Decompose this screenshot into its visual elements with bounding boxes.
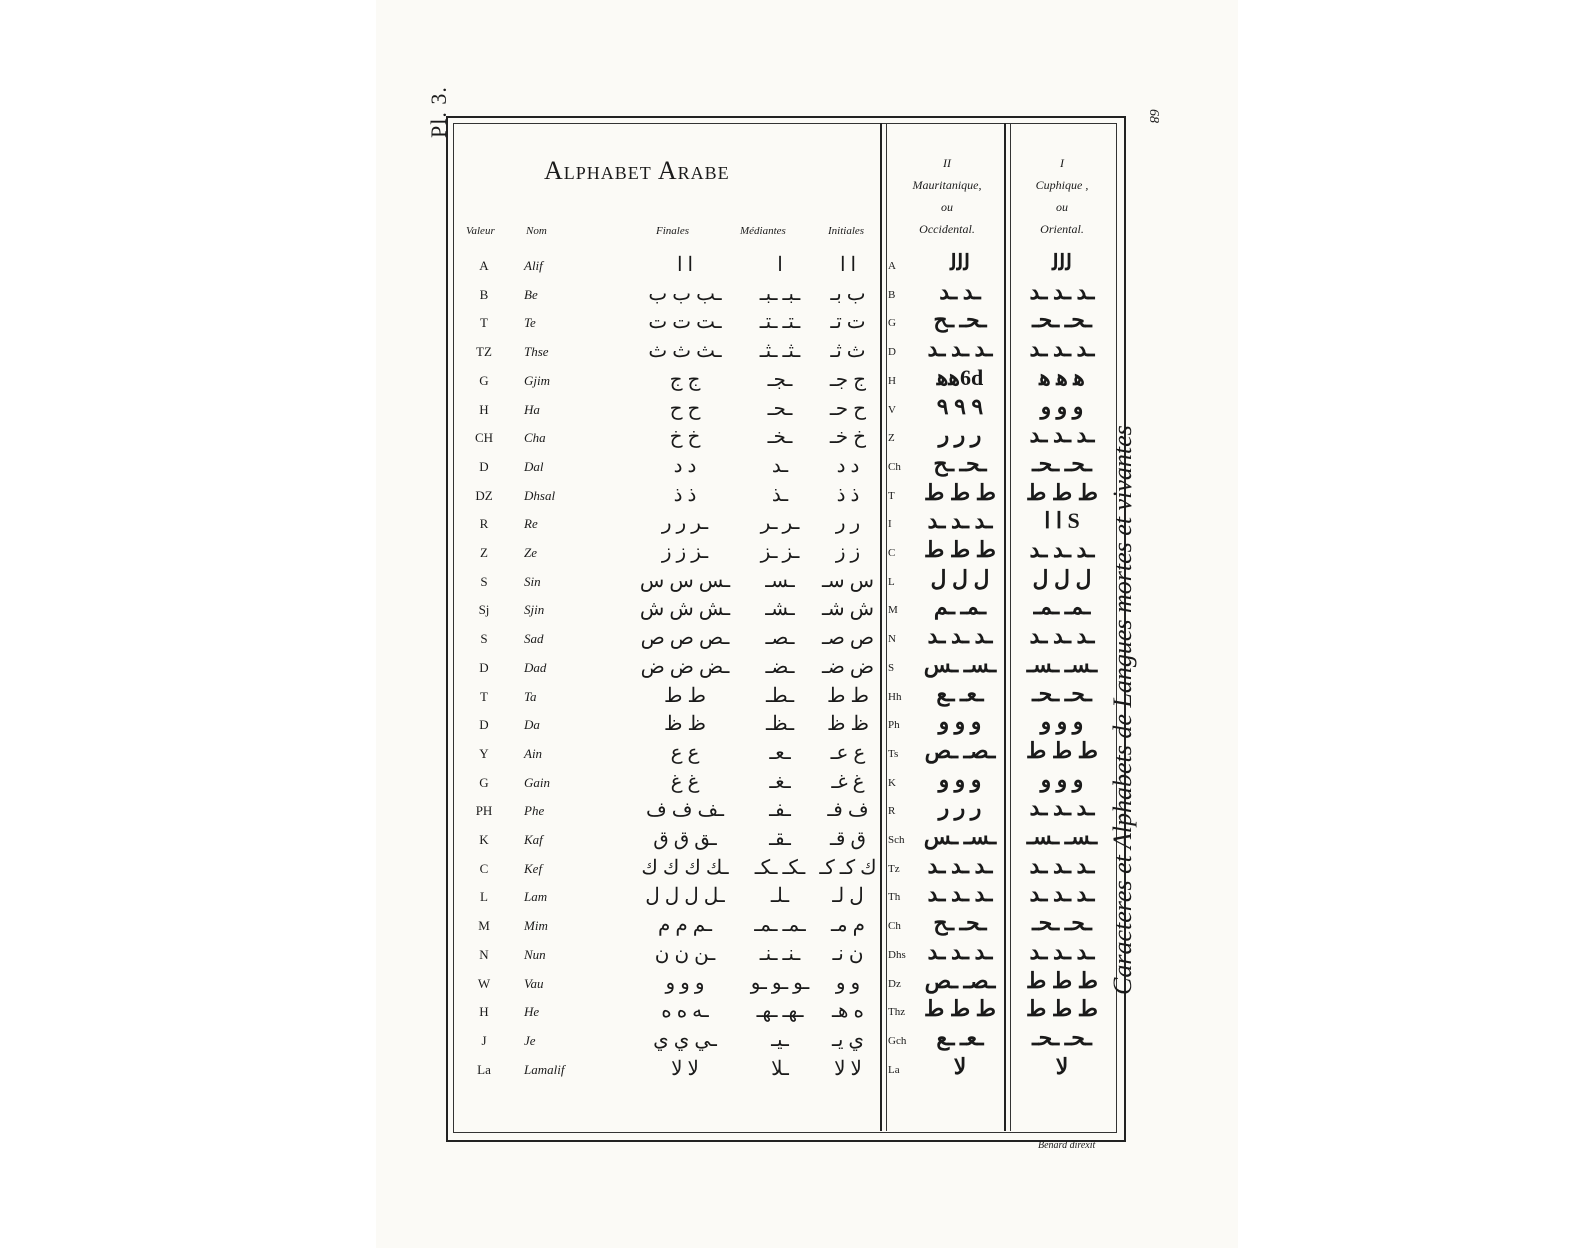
table-row	[454, 883, 1114, 912]
row-nom: Dal	[524, 458, 544, 474]
row-mauritanique-value: V	[888, 403, 896, 416]
row-nom: Phe	[524, 803, 545, 819]
row-mauritanique-glyphs: ﻭ ﻭ ﻭ	[938, 766, 982, 792]
table-row	[454, 252, 1114, 281]
row-nom: Dhsal	[524, 487, 556, 503]
row-cuphique-glyphs: ط ط ط	[1025, 967, 1099, 993]
row-mauritanique-glyphs: ـحـ ـح	[933, 910, 987, 936]
row-mauritanique-value: R	[888, 805, 896, 818]
row-nom: Cha	[524, 430, 546, 446]
row-finales: ا ا	[676, 254, 694, 276]
row-medianes: ـسـ	[765, 569, 795, 592]
row-mauritanique-glyphs: ط ط ط	[923, 996, 997, 1022]
row-mauritanique-glyphs: ط ط ط	[923, 479, 997, 505]
row-mauritanique-glyphs: ط ط ط	[923, 537, 997, 562]
row-cuphique-glyphs: ـد ـد ـد	[1029, 336, 1095, 362]
row-finales: لا لا	[671, 1057, 699, 1080]
table-row	[454, 766, 1114, 798]
row-valeur: Y	[479, 745, 489, 761]
row-mauritanique-glyphs: ل ل ل	[930, 565, 990, 591]
row-medianes: ـثـ ـثـ	[759, 340, 801, 363]
row-nom: Kaf	[524, 832, 543, 847]
row-initiales: ز ز	[835, 541, 861, 563]
row-cuphique-glyphs: ﻟﻟﻟ	[1051, 250, 1073, 275]
row-valeur: W	[477, 975, 491, 991]
row-nom: Vau	[524, 975, 544, 991]
row-initiales: ي يـ	[831, 1028, 865, 1051]
row-mauritanique-value: L	[888, 575, 895, 588]
row-mauritanique-glyphs: ﻭ ﻭ ﻭ	[938, 709, 982, 735]
table-row	[454, 278, 1114, 310]
table-row	[454, 912, 1114, 941]
row-mauritanique-glyphs: ٩ ٩ ٩	[936, 393, 984, 419]
row-initiales: ن نـ	[832, 942, 864, 965]
row-initiales: ط ط	[827, 684, 869, 707]
row-initiales: ث ثـ	[830, 340, 866, 363]
row-initiales: ر ر	[835, 512, 861, 535]
row-nom: Lam	[524, 889, 548, 905]
row-medianes: ـمـ ـمـ	[754, 914, 806, 937]
header-medianes: Médiantes	[740, 225, 786, 237]
row-finales: ـن ن ن	[654, 942, 716, 965]
row-mauritanique-value: Z	[888, 432, 895, 445]
header-cuphique-or: ou	[1056, 200, 1068, 214]
row-nom: Re	[524, 516, 538, 532]
row-cuphique-glyphs: لا	[1055, 1053, 1069, 1079]
table-row	[454, 539, 1114, 568]
row-mauritanique-glyphs: 6dﻫﻫ	[936, 364, 984, 390]
row-finales: غ غ	[670, 770, 700, 793]
table-row	[454, 967, 1114, 999]
row-initiales: ذ ذ	[836, 483, 860, 506]
row-initiales: لا لا	[834, 1057, 862, 1080]
table-row	[454, 364, 1114, 396]
row-nom: Ta	[524, 688, 537, 704]
row-mauritanique-value: Hh	[888, 690, 902, 703]
row-initiales: س سـ	[821, 569, 875, 592]
row-initiales: ف فـ	[827, 799, 869, 822]
row-nom: Gjim	[524, 372, 550, 388]
table-row	[454, 938, 1114, 970]
row-cuphique-glyphs: ل ل ل	[1032, 565, 1092, 591]
row-medianes: ـظـ	[765, 713, 795, 736]
row-cuphique-glyphs: ـحـ ـحـ	[1032, 910, 1092, 936]
table-row	[454, 450, 1114, 482]
row-cuphique-glyphs: ـد ـد ـد	[1029, 881, 1095, 907]
row-initiales: ك كـ كـ	[819, 856, 877, 879]
row-initiales: ص صـ	[821, 627, 875, 650]
row-nom: Lamalif	[524, 1061, 565, 1077]
row-initiales: د د	[836, 454, 860, 477]
row-mauritanique-value: Ch	[888, 920, 901, 933]
row-finales: ـص ص ص	[640, 627, 730, 650]
table-row	[454, 596, 1114, 625]
row-medianes: ـر ـر	[760, 512, 800, 535]
row-cuphique-glyphs: ـد ـد ـد	[1029, 623, 1095, 649]
row-initiales: ج جـ	[829, 368, 867, 391]
row-initiales: و و	[835, 971, 861, 994]
row-finales: و و و	[665, 971, 705, 994]
engraver-signature: Benard direxit	[1038, 1140, 1096, 1151]
row-mauritanique-value: Th	[888, 891, 901, 904]
row-cuphique-glyphs: ط ط ط	[1025, 996, 1099, 1022]
row-valeur: CH	[474, 430, 494, 446]
plate-number: Pl. 3.	[426, 86, 451, 138]
header-mauritanique-numeral: II	[943, 156, 951, 170]
table-row	[454, 625, 1114, 654]
row-mauritanique-glyphs: ﻟﻟﻟ	[949, 250, 971, 275]
header-cuphique-numeral: I	[1060, 156, 1064, 170]
row-cuphique-glyphs: ـسـ ـسـ	[1026, 824, 1098, 849]
row-nom: Ze	[524, 545, 537, 560]
row-finales: ـش ش ش	[639, 598, 731, 621]
row-finales: ـث ث ث	[648, 340, 722, 363]
row-mauritanique-value: Ts	[888, 747, 899, 760]
row-nom: Sad	[524, 631, 544, 647]
row-mauritanique-value: Tz	[888, 862, 900, 875]
row-valeur: H	[479, 1004, 489, 1020]
row-medianes: ـفـ	[769, 799, 791, 822]
row-mauritanique-glyphs: ـحـ ـح	[933, 450, 987, 476]
row-cuphique-glyphs: ـسـ ـسـ	[1026, 651, 1098, 677]
row-finales: ـز ز ز	[661, 541, 709, 563]
header-cuphique-alt: Oriental.	[1040, 222, 1084, 236]
row-initiales: ش شـ	[821, 598, 875, 621]
row-medianes: ا	[777, 254, 783, 276]
row-finales: ـم م م	[658, 914, 712, 937]
page-number: 68	[1146, 109, 1161, 123]
row-medianes: ـعـ	[769, 741, 791, 764]
row-valeur: A	[479, 258, 489, 273]
header-cuphique-name: Cuphique ,	[1035, 178, 1089, 192]
row-mauritanique-value: Dhs	[888, 948, 906, 961]
table-row	[454, 1053, 1114, 1085]
row-mauritanique-glyphs: ـد ـد ـد	[927, 508, 993, 534]
row-finales: ـت ت ت	[648, 311, 722, 334]
row-medianes: ـخـ	[767, 426, 793, 449]
row-mauritanique-glyphs: ـد ـد ـد	[927, 852, 993, 878]
row-cuphique-glyphs: ـد ـد ـد	[1029, 852, 1095, 878]
row-mauritanique-glyphs: ر ر ر	[938, 795, 982, 821]
header-valeur: Valeur	[466, 225, 495, 237]
row-mauritanique-value: Sch	[888, 834, 905, 846]
row-nom: Thse	[524, 344, 549, 360]
row-mauritanique-value: A	[888, 260, 896, 272]
row-nom: Ha	[524, 401, 540, 417]
row-medianes: ـد	[771, 454, 789, 477]
row-mauritanique-value: T	[888, 489, 895, 502]
row-mauritanique-glyphs: ـسـ ـس	[923, 824, 997, 849]
header-finales: Finales	[656, 225, 689, 237]
row-valeur: PH	[475, 803, 493, 819]
row-initiales: ع عـ	[830, 741, 866, 764]
row-valeur: C	[479, 860, 489, 876]
row-mauritanique-value: Gch	[888, 1034, 907, 1047]
row-valeur: TZ	[476, 344, 492, 360]
row-nom: Te	[524, 315, 536, 331]
row-valeur: H	[479, 401, 489, 417]
row-cuphique-glyphs: ـد ـد ـد	[1029, 795, 1095, 821]
row-medianes: ـو ـو ـو	[750, 971, 810, 994]
side-title: Caracteres et Alphabets de Langues mortes et vivantes	[1108, 425, 1137, 995]
row-valeur: D	[479, 717, 489, 733]
row-medianes: ـطـ	[765, 684, 795, 707]
row-medianes: ـذ	[771, 483, 789, 506]
row-finales: ـه ه ه	[661, 1000, 709, 1023]
header-mauritanique	[890, 152, 1004, 240]
row-valeur: M	[478, 918, 490, 934]
row-finales: ـر ر ر	[661, 512, 709, 535]
row-initiales: خ خـ	[829, 426, 867, 449]
row-medianes: ـهـ ـهـ	[756, 1000, 804, 1023]
row-valeur: D	[479, 458, 489, 474]
row-initiales: ا ا	[839, 254, 857, 276]
row-nom: Da	[524, 717, 540, 733]
row-finales: ـب ب ب	[648, 282, 722, 305]
row-mauritanique-value: N	[888, 633, 896, 646]
row-cuphique-glyphs: ﻭ ﻭ ﻭ	[1040, 766, 1084, 792]
row-mauritanique-glyphs: ـد ـد ـد	[927, 938, 993, 964]
row-cuphique-glyphs: ـد ـد ـد	[1029, 938, 1095, 964]
header-initiales: Initiales	[828, 225, 865, 237]
row-mauritanique-glyphs: ر ر ر	[938, 422, 982, 448]
row-cuphique-glyphs: ﻫ ﻫ ﻫ	[1039, 364, 1085, 390]
row-medianes: ـلا	[771, 1057, 789, 1080]
row-medianes: ـبـ ـبـ	[759, 282, 801, 305]
row-valeur: B	[479, 286, 489, 302]
row-valeur: S	[480, 631, 488, 647]
row-medianes: ـصـ	[765, 627, 795, 650]
row-mauritanique-glyphs: ـصـ ـص	[924, 967, 996, 993]
table-row	[454, 680, 1114, 712]
row-valeur: G	[479, 774, 489, 790]
row-nom: Ain	[524, 745, 543, 761]
table-row	[454, 338, 1114, 367]
row-mauritanique-glyphs: ـد ـد ـد	[927, 336, 993, 362]
table-row	[454, 826, 1114, 855]
table-row	[454, 852, 1114, 884]
row-initiales: ه هـ	[832, 1000, 864, 1023]
row-valeur: K	[479, 832, 489, 847]
row-nom: Sjin	[524, 602, 545, 618]
header-cuphique	[1012, 152, 1112, 240]
row-mauritanique-glyphs: ـد ـد ـد	[927, 881, 993, 907]
row-initiales: ق قـ	[830, 828, 866, 850]
row-cuphique-glyphs: ـد ـد ـد	[1029, 278, 1095, 304]
row-medianes: ـضـ	[765, 655, 795, 678]
row-finales: ظ ظ	[664, 713, 706, 736]
row-finales: ع ع	[670, 741, 700, 764]
row-medianes: ـحـ	[767, 397, 793, 420]
row-medianes: ـز ـز	[760, 541, 800, 563]
row-valeur: T	[480, 315, 488, 331]
row-mauritanique-glyphs: لا	[953, 1053, 967, 1079]
table-row	[454, 309, 1114, 338]
row-nom: Kef	[524, 860, 543, 876]
row-valeur: DZ	[475, 487, 493, 503]
row-mauritanique-value: I	[888, 518, 892, 531]
row-cuphique-glyphs: S ا ا	[1044, 508, 1080, 534]
row-nom: Nun	[524, 946, 546, 962]
row-nom: Be	[524, 286, 538, 302]
row-cuphique-glyphs: ـحـ ـحـ	[1032, 1024, 1092, 1050]
row-nom: Alif	[524, 258, 543, 273]
table-row	[454, 565, 1114, 597]
row-finales: ذ ذ	[673, 483, 697, 506]
row-cuphique-glyphs: ـحـ ـحـ	[1032, 450, 1092, 476]
row-mauritanique-value: Ch	[888, 460, 901, 473]
row-medianes: ـغـ	[769, 770, 791, 793]
row-initiales: ظ ظ	[827, 713, 869, 736]
row-initiales: ح حـ	[829, 397, 867, 420]
row-finales: د د	[673, 454, 697, 477]
row-valeur: R	[479, 516, 489, 532]
row-medianes: ـجـ	[767, 368, 793, 391]
row-cuphique-glyphs: ـد ـد ـد	[1029, 422, 1095, 448]
row-mauritanique-glyphs: ـصـ ـص	[924, 737, 996, 763]
row-nom: Dad	[524, 659, 547, 675]
row-initiales: ل لـ	[832, 885, 864, 908]
row-valeur: Z	[480, 545, 488, 560]
row-mauritanique-value: K	[888, 776, 896, 789]
row-finales: ـق ق ق	[653, 828, 717, 850]
page-title: Alphabet Arabe	[544, 156, 730, 185]
header-mauritanique-alt: Occidental.	[919, 222, 975, 236]
row-valeur: S	[480, 573, 488, 589]
row-medianes: ـشـ	[765, 598, 795, 621]
row-finales: ـض ض ض	[640, 655, 730, 678]
table-row	[454, 711, 1114, 740]
row-mauritanique-glyphs: ـعـ ـع	[936, 1024, 984, 1050]
table-row	[454, 998, 1114, 1027]
row-mauritanique-value: H	[888, 374, 896, 387]
row-mauritanique-value: M	[888, 604, 898, 617]
header-mauritanique-name: Mauritanique,	[912, 178, 982, 192]
row-mauritanique-glyphs: ـد ـد ـد	[927, 623, 993, 649]
row-finales: ـك ك ك ك	[641, 856, 729, 879]
row-finales: ـس س س	[639, 569, 731, 592]
row-finales: خ خ	[669, 426, 701, 449]
row-mauritanique-glyphs: ـسـ ـس	[923, 651, 997, 677]
row-valeur: L	[480, 889, 488, 905]
row-nom: Je	[524, 1032, 536, 1048]
row-medianes: ـلـ	[770, 885, 790, 908]
row-valeur: Sj	[478, 602, 490, 618]
row-finales: ط ط	[664, 684, 706, 707]
row-cuphique-glyphs: ـد ـد ـد	[1029, 537, 1095, 562]
row-nom: Gain	[524, 774, 550, 790]
row-finales: ـي ي ي	[653, 1028, 717, 1051]
row-medianes: ـنـ ـنـ	[759, 942, 801, 965]
row-mauritanique-glyphs: ـحـ ـح	[933, 307, 987, 333]
row-finales: ـل ل ل ل	[645, 885, 725, 908]
row-nom: He	[524, 1004, 540, 1020]
row-mauritanique-glyphs: ـمـ ـم	[933, 594, 987, 620]
row-cuphique-glyphs: ط ط ط	[1025, 737, 1099, 763]
table-row	[454, 651, 1114, 683]
row-cuphique-glyphs: ـحـ ـحـ	[1032, 307, 1092, 333]
row-valeur: G	[479, 372, 489, 388]
row-cuphique-glyphs: ـمـ ـمـ	[1033, 594, 1091, 620]
row-mauritanique-glyphs: ـعـ ـع	[936, 680, 984, 706]
row-finales: ـف ف ف	[645, 799, 725, 822]
row-medianes: ـقـ	[769, 828, 791, 850]
table-row	[454, 1024, 1114, 1056]
row-medianes: ـيـ	[771, 1028, 789, 1051]
table-row	[454, 510, 1114, 539]
row-valeur: La	[477, 1061, 491, 1077]
table-row	[454, 737, 1114, 769]
row-mauritanique-glyphs: ـد ـد	[939, 278, 981, 304]
row-initiales: ض ضـ	[821, 655, 875, 678]
row-mauritanique-value: C	[888, 547, 896, 559]
row-valeur: N	[479, 946, 489, 962]
row-mauritanique-value: La	[888, 1063, 900, 1076]
row-finales: ج ج	[669, 368, 701, 391]
row-valeur: J	[481, 1032, 487, 1048]
row-cuphique-glyphs: ﻭ ﻭ ﻭ	[1040, 393, 1084, 419]
row-finales: ح ح	[669, 397, 701, 420]
row-initiales: م مـ	[831, 914, 865, 937]
row-initiales: ت تـ	[830, 311, 866, 334]
table-row	[454, 393, 1114, 425]
table-row	[454, 424, 1114, 453]
row-cuphique-glyphs: ـحـ ـحـ	[1032, 680, 1092, 706]
row-mauritanique-value: S	[888, 661, 895, 674]
row-valeur: T	[480, 688, 488, 704]
row-mauritanique-value: Ph	[888, 719, 900, 732]
row-initiales: غ غـ	[831, 770, 865, 793]
table-row	[454, 797, 1114, 826]
row-mauritanique-value: G	[888, 317, 896, 330]
row-medianes: ـتـ ـتـ	[759, 311, 801, 334]
row-mauritanique-value: B	[888, 288, 896, 301]
row-cuphique-glyphs: ط ط ط	[1025, 479, 1099, 505]
row-cuphique-glyphs: ﻭ ﻭ ﻭ	[1040, 709, 1084, 735]
header-nom: Nom	[526, 225, 547, 237]
header-mauritanique-or: ou	[941, 200, 953, 214]
row-valeur: D	[479, 659, 489, 675]
row-medianes: ـكـ ـكـ	[754, 856, 806, 879]
row-mauritanique-value: Dz	[888, 977, 901, 990]
row-initiales: ب بـ	[830, 282, 866, 305]
row-mauritanique-value: Thz	[888, 1006, 906, 1019]
row-mauritanique-value: D	[888, 346, 896, 359]
table-row	[454, 479, 1114, 511]
row-nom: Sin	[524, 573, 541, 589]
row-nom: Mim	[524, 918, 548, 934]
